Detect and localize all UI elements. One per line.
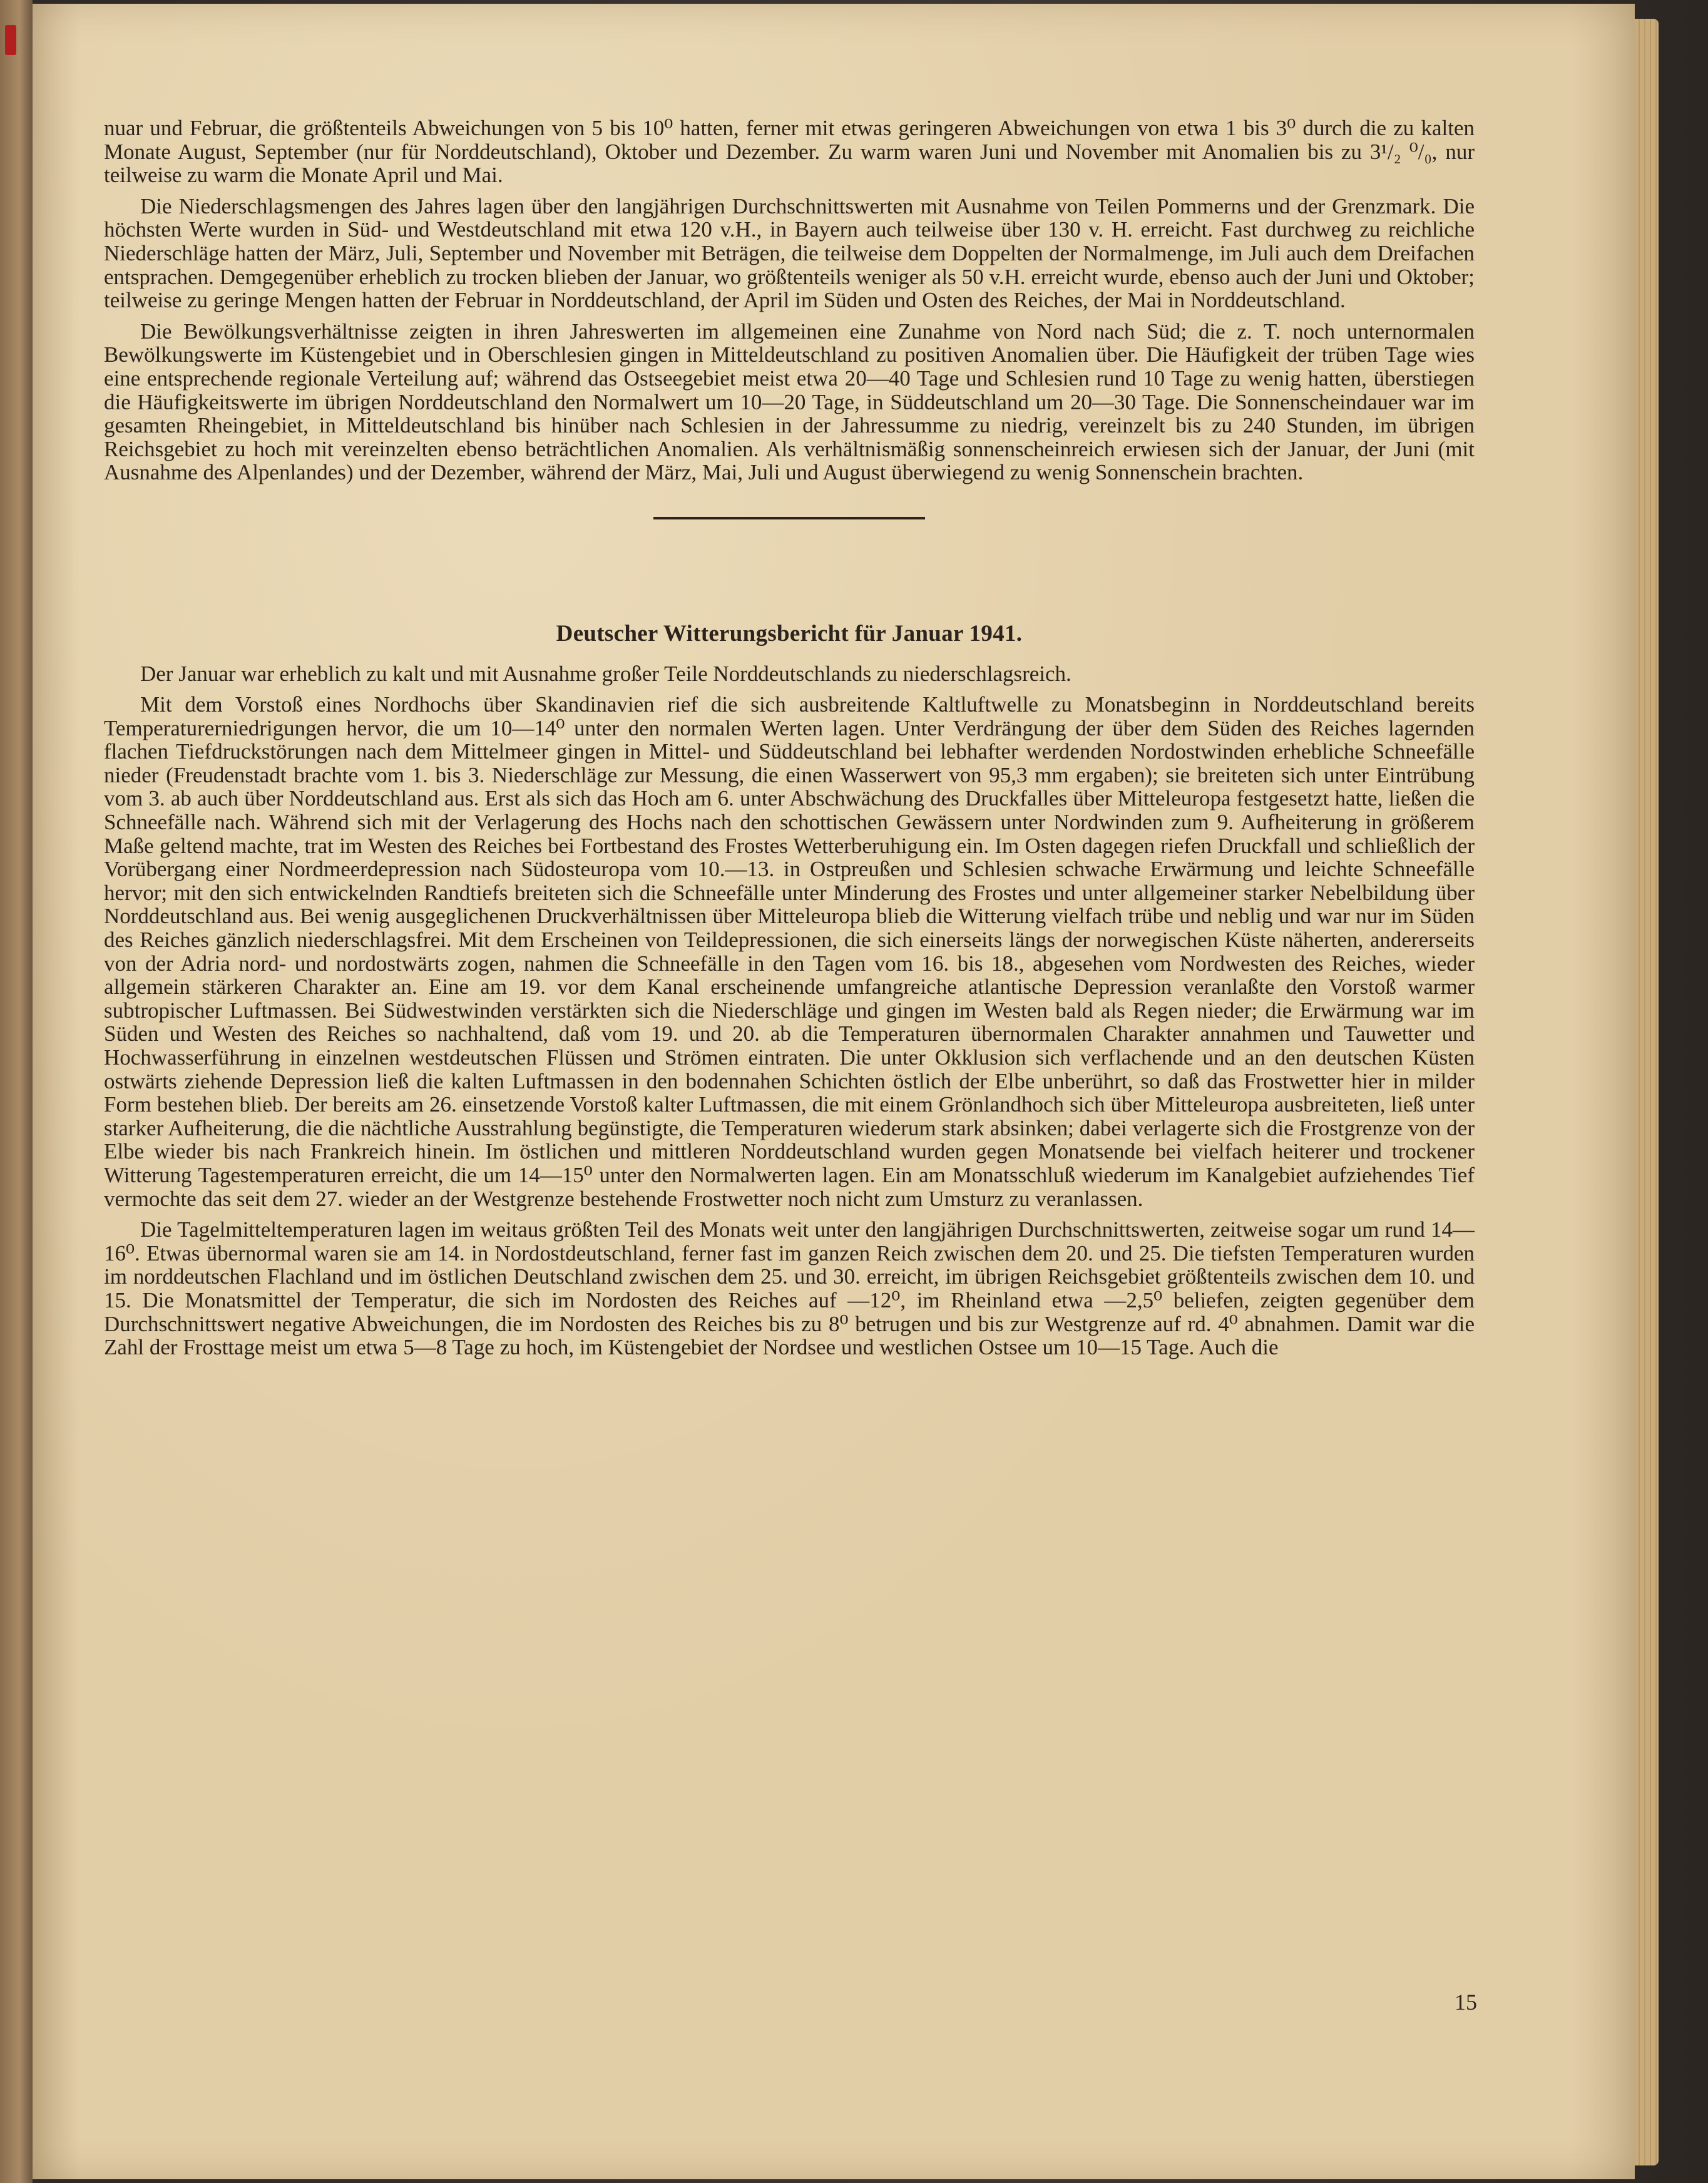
bookmark-tab [5, 25, 16, 55]
section-heading: Deutscher Witterungsbericht für Januar 1941. [556, 620, 1023, 647]
page-text-block [104, 116, 1475, 1367]
left-page-edge [0, 0, 33, 2183]
paragraph-section-2: Mit dem Vorstoß eines Nordhochs über Skandinavien rief die sich ausbreitende Kaltluftwelle zu Monatsbeginn in Norddeutschland bereits Temperaturerniedrigungen hervor, die um 10—14⁰ unter den normalen Werten lagen. Unter Verdrängung der über dem Süden des Reiches lagernden flachen Tiefdruckstörungen nach dem Mittelmeer gingen in Mittel- und Süddeutschland bei lebhafter werdenden Nordostwinden erhebliche Schneefälle nieder (Freudenstadt brachte vom 1. bis 3. Niederschläge zur Messung, die einen Wasserwert von 95,3 mm ergaben); sie breiteten sich unter Eintrübung vom 3. ab auch über Norddeutschland aus. Erst als sich das Hoch am 6. unter Abschwächung des Druckfalles über Mitteleuropa festgesetzt hatte, ließen die Schneefälle nach. Während sich mit der Verlagerung des Hochs nach den schottischen Gewässern unter Nordwinden zum 9. Aufheiterung in größerem Maße geltend machte, trat im Westen des Reiches bei Fortbestand des Frostes Wetterberuhigung ein. Im Osten dagegen riefen Druckfall und schließlich der Vorübergang einer Nordmeerdepression nach Südosteuropa vom 10.—13. in Ostpreußen und Schlesien schwache Erwärmung und leichte Schneefälle hervor; mit den sich entwickelnden Randtiefs breiteten sich die Schneefälle unter Minderung des Frostes und unter allgemeiner starker Nebelbildung über Norddeutschland aus. Bei wenig ausgeglichenen Druckverhältnissen über Mitteleuropa blieb die Witterung vielfach trübe und neblig und war nur im Süden des Reiches gänzlich niederschlagsfrei. Mit dem Erscheinen von Teildepressionen, die sich einerseits längs der norwegischen Küste näherten, andererseits von der Adria nord- und nordostwärts zogen, nahmen die Schneefälle in den Tagen vom 16. bis 18., abgesehen vom Nordwesten des Reiches, wieder allgemein stärkeren Charakter an. Eine am 19. vor dem Kanal erscheinende umfangreiche atlantische Depression veranlaßte den Vorstoß warmer subtropischer Luftmassen. Bei Südwestwinden verstärkten sich die Niederschläge und gingen im Westen bald als Regen nieder; die Erwärmung war im Süden und Westen des Reiches so nachhaltend, daß vom 19. und 20. ab die Temperaturen übernormalen Charakter annahmen und Tauwetter und Hochwasserführung in einzelnen westdeutschen Flüssen und Strömen eintraten. Die unter Okklusion sich verflachende und an den deutschen Küsten ostwärts ziehende Depression ließ die kalten Luftmassen in den bodennahen Schichten östlich der Elbe unberührt, so daß das Frostwetter hier in milder Form bestehen blieb. Der bereits am 26. einsetzende Vorstoß kalter Luftmassen, die mit einem Grönlandhoch sich über Mitteleuropa ausbreiteten, ließ unter starker Aufheiterung, die die nächtliche Ausstrahlung begünstigte, die Temperaturen wiederum stark absinken; dabei verlagerte sich die Frostgrenze von der Elbe wieder bis nach Frankreich hinein. Im östlichen und mittleren Norddeutschland wurden gegen Monatsende bei vielfach heiterer und trockener Witterung Tagestemperaturen erreicht, die um 14—15⁰ unter den Normalwerten lagen. Ein am Monatsschluß wiederum im Kanalgebiet aufziehendes Tief vermochte das seit dem 27. wieder an der Westgrenze bestehende Frostwetter noch nicht zum Umsturz zu veranlassen. [104, 692, 1475, 1211]
paragraph-top-1: nuar und Februar, die größtenteils Abweichungen von 5 bis 10⁰ hatten, ferner mit etwas geringeren Abweichungen von etwa 1 bis 3⁰ durch die zu kalten Monate August, September (nur für Norddeutschland), Oktober und Dezember. Zu warm waren Juni und November mit Anomalien bis zu 3¹/₂ ⁰/₀, nur teilweise zu warm die Monate April und Mai. [104, 116, 1475, 188]
paragraph-top-2: Die Niederschlagsmengen des Jahres lagen über den langjährigen Durchschnittswerten mit Ausnahme von Teilen Pommerns und der Grenzmark. Die höchsten Werte wurden in Süd- und Westdeutschland mit etwa 120 v.H., in Bayern auch teilweise über 130 v. H. erreicht. Fast durchweg zu reichliche Niederschläge hatten der März, Juli, September und November mit Beträgen, die teilweise dem Doppelten der Normalmenge, im Juli auch dem Dreifachen entsprachen. Demgegenüber erheblich zu trocken blieben der Januar, wo größtenteils weniger als 50 v.H. erreicht wurde, ebenso auch der Juni und Oktober; teilweise zu geringe Mengen hatten der Februar in Norddeutschland, der April im Süden und Osten des Reiches, der Mai in Norddeutschland. [104, 193, 1475, 313]
page-number: 15 [1455, 1990, 1477, 2015]
section-divider [653, 517, 925, 519]
paragraph-section-3: Die Tagelmitteltemperaturen lagen im weitaus größten Teil des Monats weit unter den langjährigen Durchschnittswerten, zeitweise sogar um rund 14—16⁰. Etwas übernormal waren sie am 14. in Nordostdeutschland, ferner fast im ganzen Reich zwischen dem 20. und 25. Die tiefsten Temperaturen wurden im norddeutschen Flachland und im östlichen Deutschland zwischen dem 25. und 30. erreicht, im übrigen Reichsgebiet größtenteils zwischen dem 10. und 15. Die Monatsmittel der Temperatur, die sich im Nordosten des Reiches auf —12⁰, im Rheinland etwa —2,5⁰ beliefen, zeigten gegenüber dem Durchschnittswert negative Abweichungen, die im Nordosten des Reiches bis zu 8⁰ betrugen und bis zur Westgrenze auf rd. 4⁰ abnahmen. Damit war die Zahl der Frosttage meist um etwa 5—8 Tage zu hoch, im Küstengebiet der Nordsee und westlichen Ostsee um 10—15 Tage. Auch die [104, 1217, 1475, 1360]
paragraph-section-1: Der Januar war erheblich zu kalt und mit Ausnahme großer Teile Norddeutschlands zu niederschlagsreich. [140, 661, 1071, 686]
paragraph-top-3: Die Bewölkungsverhältnisse zeigten in ihren Jahreswerten im allgemeinen eine Zunahme von Nord nach Süd; die z. T. noch unternormalen Bewölkungswerte im Küstengebiet und in Oberschlesien gingen in Mitteldeutschland zu positiven Anomalien über. Die Häufigkeit der trüben Tage wies eine entsprechende regionale Verteilung auf; während das Ostseegebiet meist etwa 20—40 Tage und Schlesien rund 10 Tage zu wenig hatten, überstiegen die Häufigkeitswerte im übrigen Norddeutschland den Normalwert um 10—20 Tage, in Süddeutschland um 20—30 Tage. Die Sonnenscheindauer war im gesamten Rheingebiet, in Mitteldeutschland bis hinüber nach Schlesien in der Jahressumme zu niedrig, vereinzelt bis zu 240 Stunden, im übrigen Reichsgebiet zu hoch mit vereinzelten ebenso beträchtlichen Anomalien. Als verhältnismäßig sonnenscheinreich erwiesen sich der Januar, der Juni (mit Ausnahme des Alpenlandes) und der Dezember, während der März, Mai, Juli und August überwiegend zu wenig Sonnenschein brachten. [104, 319, 1475, 485]
